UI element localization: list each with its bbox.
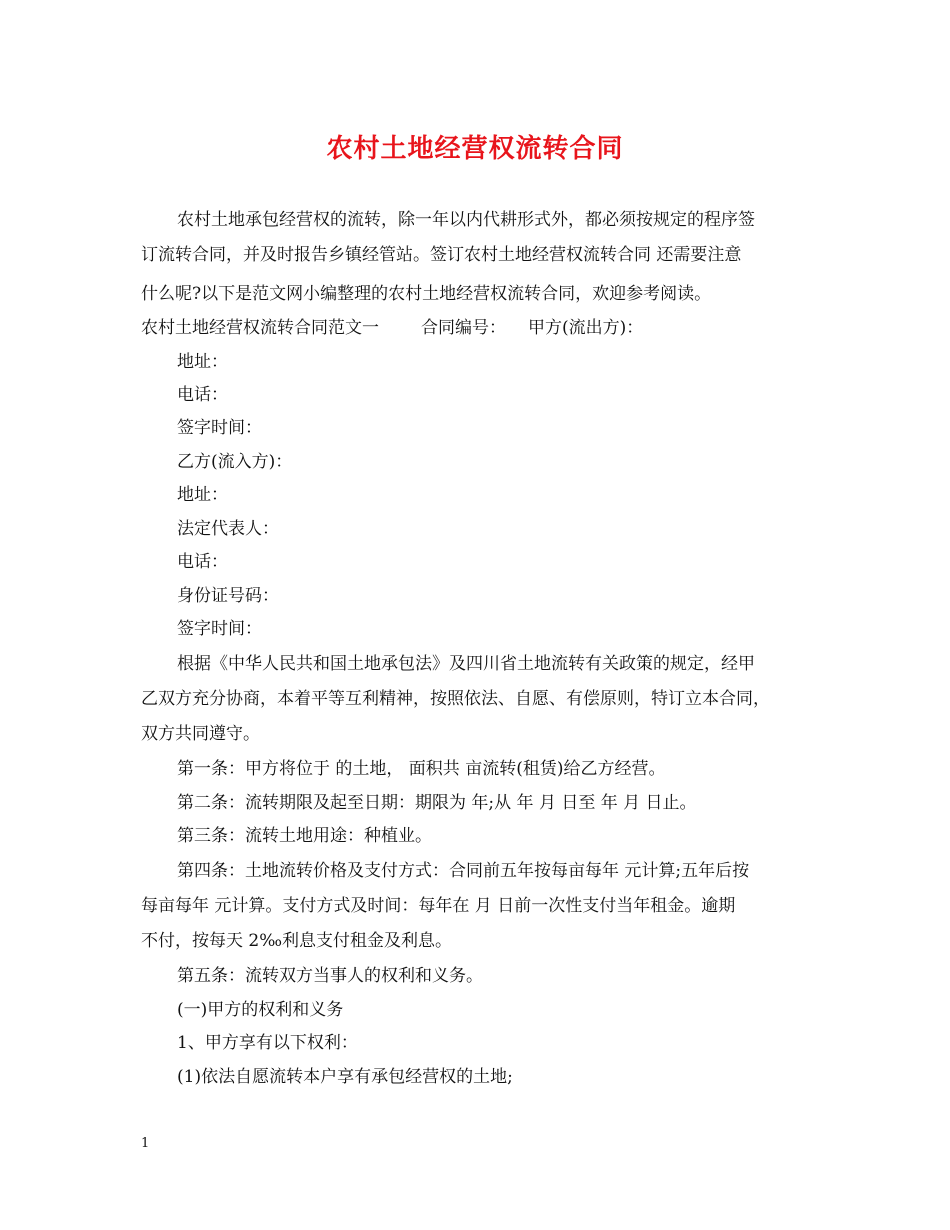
- basis-line-1: 根据《中华人民共和国土地承包法》及四川省土地流转有关政策的规定，经甲: [177, 654, 755, 674]
- party-b-address: 地址：: [177, 485, 228, 505]
- intro-line-1: 农村土地承包经营权的流转，除一年以内代耕形式外，都必须按规定的程序签: [177, 210, 755, 230]
- article-3: 第三条：流转土地用途：种植业。: [177, 826, 432, 846]
- item-1-1: (1)依法自愿流转本户享有承包经营权的土地;: [177, 1067, 513, 1087]
- document-title: 农村土地经营权流转合同: [326, 134, 624, 164]
- intro-line-3: 什么呢?以下是范文网小编整理的农村土地经营权流转合同，欢迎参考阅读。: [141, 284, 712, 304]
- article-4-line-2: 每亩每年 元计算。支付方式及时间：每年在 月 日前一次性支付当年租金。逾期: [141, 896, 736, 916]
- basis-line-3: 双方共同遵守。: [141, 724, 260, 744]
- article-4-line-3: 不付，按每天 2‰利息支付租金及利息。: [141, 931, 453, 951]
- party-b-legal-rep: 法定代表人：: [177, 519, 279, 539]
- basis-line-2: 乙双方充分协商，本着平等互利精神，按照依法、自愿、有偿原则，特订立本合同，: [141, 689, 770, 709]
- contract-number-label: 合同编号：: [421, 318, 506, 338]
- section-1-heading: (一)甲方的权利和义务: [177, 1000, 344, 1020]
- party-b-sign-time: 签字时间：: [177, 619, 262, 639]
- item-1: 1、甲方享有以下权利：: [177, 1033, 358, 1053]
- article-1: 第一条：甲方将位于 的土地， 面积共 亩流转(租赁)给乙方经营。: [177, 759, 666, 779]
- article-5: 第五条：流转双方当事人的权利和义务。: [177, 966, 483, 986]
- article-4-line-1: 第四条：土地流转价格及支付方式：合同前五年按每亩每年 元计算;五年后按: [177, 861, 750, 881]
- party-a-address: 地址：: [177, 352, 228, 372]
- party-b-label: 乙方(流入方)：: [177, 452, 293, 472]
- page-number: 1: [141, 1136, 150, 1151]
- sample-heading: 农村土地经营权流转合同范文一: [141, 318, 379, 338]
- party-a-label: 甲方(流出方)：: [528, 318, 644, 338]
- party-b-id-number: 身份证号码：: [177, 586, 279, 606]
- party-a-phone: 电话：: [177, 385, 228, 405]
- article-2: 第二条：流转期限及起至日期：期限为 年;从 年 月 日至 年 月 日止。: [177, 793, 697, 813]
- party-a-sign-time: 签字时间：: [177, 418, 262, 438]
- contract-header-line: [141, 318, 643, 338]
- intro-line-2: 订流转合同，并及时报告乡镇经管站。签订农村土地经营权流转合同 还需要注意: [141, 245, 742, 265]
- party-b-phone: 电话：: [177, 552, 228, 572]
